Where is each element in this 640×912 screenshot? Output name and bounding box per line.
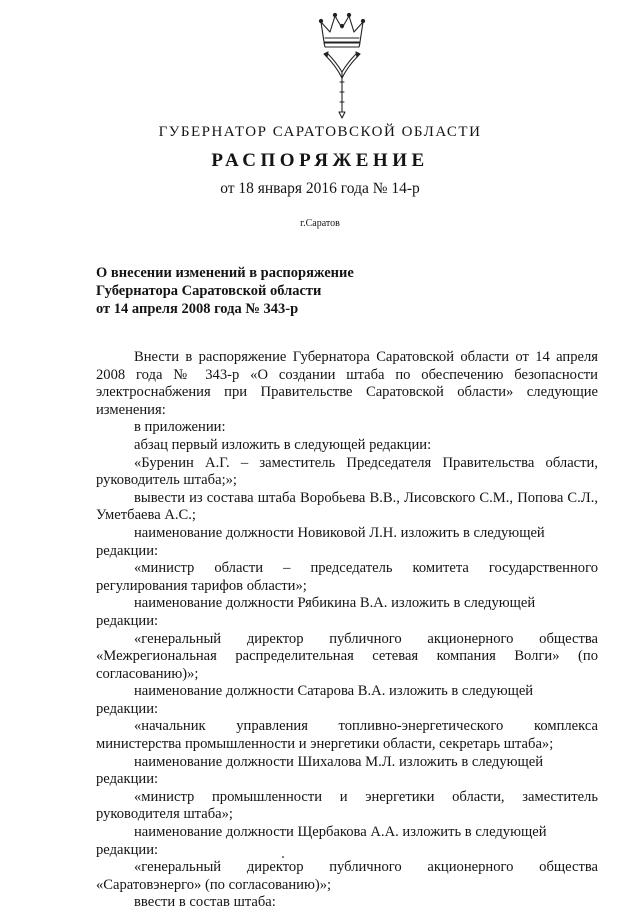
- body-paragraph: Внести в распоряжение Губернатора Саратовской области от 14 апреля 2008 года № 343-р «О создании штаба по обеспечению безопасности электроснабжения при Правительстве Саратовской области» следующие изменения:: [96, 349, 598, 418]
- body-paragraph: вывести из состава штаба Воробьева В.В., Лисовского С.М., Попова С.Л., Уметбаева А.С.;: [96, 489, 598, 524]
- body-paragraph: наименование должности Сатарова В.А. изложить в следующей редакции:: [96, 683, 534, 717]
- title-line: от 14 апреля 2008 года № 343-р: [96, 301, 299, 317]
- document-type: РАСПОРЯЖЕНИЕ: [211, 150, 429, 171]
- document-date-number: от 18 января 2016 года № 14-р: [220, 180, 420, 197]
- document-city: г.Саратов: [300, 218, 340, 229]
- body-paragraph: ввести в состав штаба:: [134, 894, 276, 911]
- body-paragraph: «Буренин А.Г. – заместитель Председателя Правительства области, руководитель штаба;»;: [96, 454, 598, 489]
- body-paragraph: «генеральный директор публичного акционерного общества «Межрегиональная распределительная сетевая компания Волги» (по согласованию)»;: [96, 630, 598, 682]
- document-title: [96, 264, 416, 318]
- body-paragraph: наименование должности Рябикина В.А. изложить в следующей редакции:: [96, 595, 536, 629]
- body-paragraph: «начальник управления топливно-энергетического комплекса министерства промышленности и энергетики области, секретарь штаба»;: [96, 718, 598, 753]
- issuer-heading: ГУБЕРНАТОР САРАТОВСКОЙ ОБЛАСТИ: [158, 124, 482, 140]
- body-paragraph: наименование должности Щербакова А.А. изложить в следующей редакции:: [96, 824, 547, 858]
- body-paragraph: «министр промышленности и энергетики области, заместитель руководителя штаба»;: [96, 788, 598, 823]
- body-paragraph: наименование должности Новиковой Л.Н. изложить в следующей редакции:: [96, 524, 545, 559]
- body-paragraph: в приложении:: [134, 419, 226, 436]
- body-paragraph: наименование должности Шихалова М.Л. изложить в следующей редакции:: [96, 753, 544, 788]
- body-paragraph: «генеральный директор публичного акционерного общества «Саратовэнерго» (по согласованию)»;: [96, 859, 598, 893]
- document-body: [96, 349, 598, 912]
- title-line: О внесении изменений в распоряжение: [96, 265, 354, 281]
- body-paragraph: абзац первый изложить в следующей редакции:: [134, 436, 432, 453]
- title-line: Губернатора Саратовской области: [96, 283, 322, 299]
- body-paragraph: «министр области – председатель комитета государственного регулирования тарифов области»;: [96, 560, 598, 594]
- scan-speck: [282, 856, 284, 858]
- saratov-crown-emblem-icon: [318, 12, 366, 120]
